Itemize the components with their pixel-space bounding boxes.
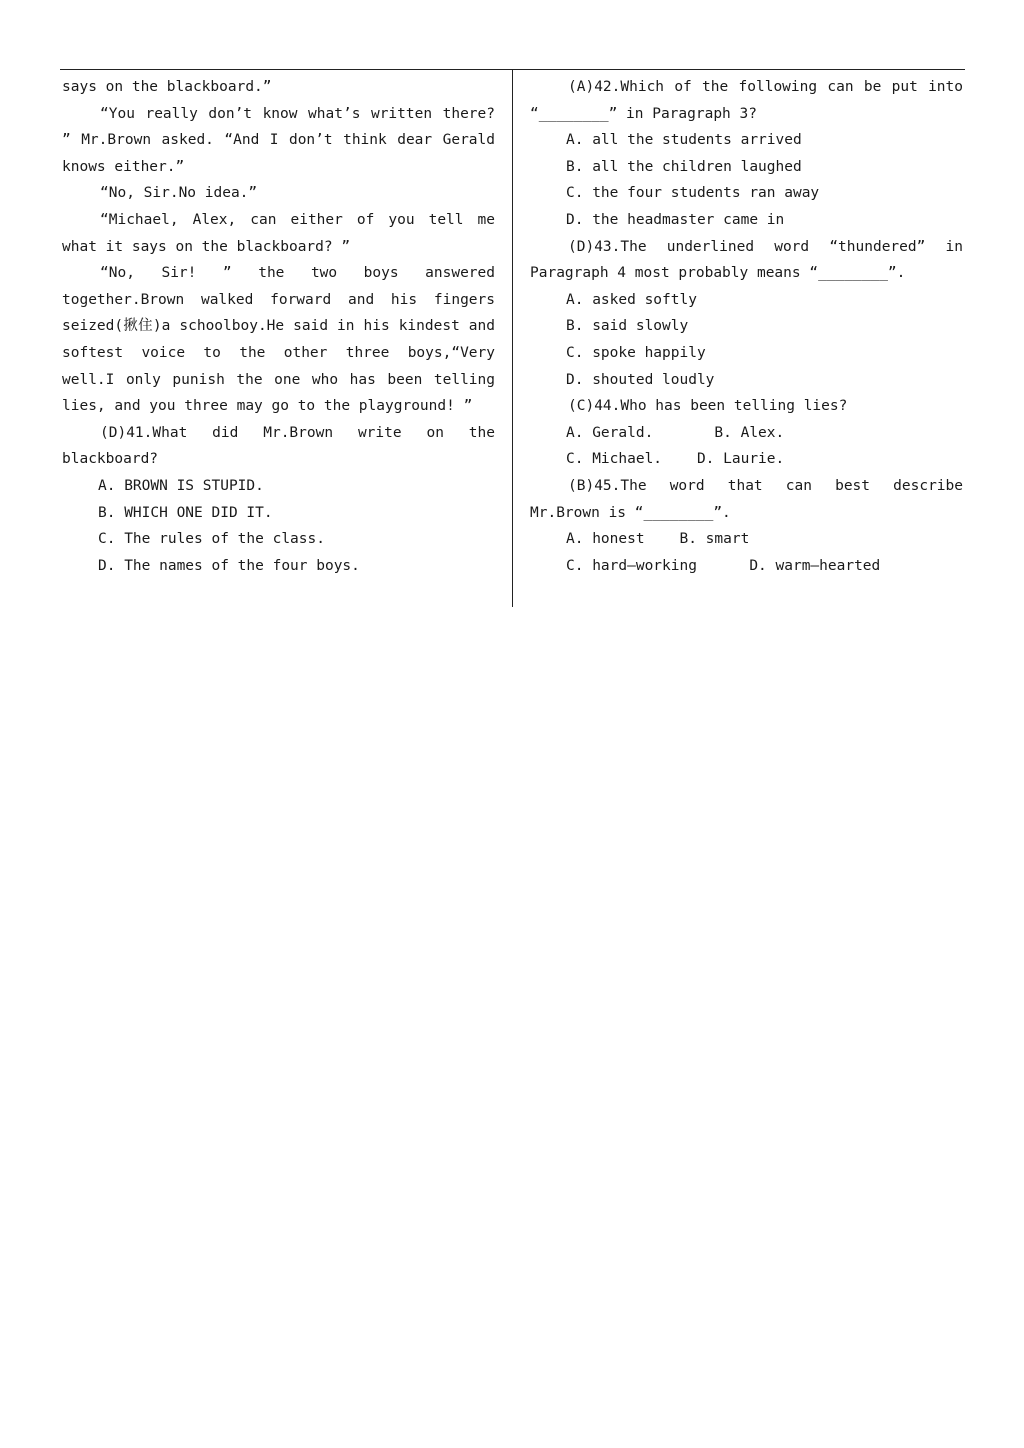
left-column bbox=[62, 74, 495, 579]
question-41-option-d: D. The names of the four boys. bbox=[98, 557, 360, 574]
question-45-options-ab: A. honest B. smart bbox=[566, 531, 750, 548]
question-42-option-b: B. all the children laughed bbox=[566, 158, 802, 175]
question-44-stem: (C)44.Who has been telling lies? bbox=[568, 398, 848, 415]
question-43-option-b: B. said slowly bbox=[566, 318, 689, 335]
question-42-option-d: D. the headmaster came in bbox=[566, 211, 785, 228]
question-42-stem: (A)42.Which of the following can be put into “________” in Paragraph 3? bbox=[530, 79, 963, 122]
passage-paragraph-3: “No, Sir.No idea.” bbox=[100, 185, 258, 202]
passage-paragraph-2: “You really don’t know what’s written there? ” Mr.Brown asked. “And I don’t think dear Gerald knows either.” bbox=[62, 105, 495, 175]
right-column bbox=[530, 74, 963, 579]
question-41-stem: (D)41.What did Mr.Brown write on the blackboard? bbox=[62, 424, 495, 468]
passage-paragraph-5: “No, Sir! ” the two boys answered together.Brown walked forward and his fingers seized(揪住)a schoolboy.He said in his kindest and softest voice to the other three boys,“Very well.I only punish the one who has been telling lies, and you three may go to the playground! ” bbox=[62, 265, 495, 415]
question-42-option-a: A. all the students arrived bbox=[566, 132, 802, 149]
question-43-option-d: D. shouted loudly bbox=[566, 371, 715, 388]
question-45-options-cd: C. hard—working D. warm—hearted bbox=[566, 557, 881, 574]
question-43-option-c: C. spoke happily bbox=[566, 344, 706, 361]
question-41-option-b: B. WHICH ONE DID IT. bbox=[98, 504, 273, 521]
question-44-options-cd: C. Michael. D. Laurie. bbox=[566, 451, 785, 468]
column-divider bbox=[512, 70, 513, 607]
question-42-option-c: C. the four students ran away bbox=[566, 185, 820, 202]
question-43-stem: (D)43.The underlined word “thundered” in Paragraph 4 most probably means “________”. bbox=[530, 238, 963, 282]
passage-paragraph-1: says on the blackboard.” bbox=[62, 79, 272, 95]
question-41-option-c: C. The rules of the class. bbox=[98, 531, 325, 548]
question-41-option-a: A. BROWN IS STUPID. bbox=[98, 477, 264, 494]
question-45-stem: (B)45.The word that can best describe Mr.Brown is “________”. bbox=[530, 477, 963, 521]
question-44-options-ab: A. Gerald. B. Alex. bbox=[566, 424, 785, 441]
passage-paragraph-4: “Michael, Alex, can either of you tell me what it says on the blackboard? ” bbox=[62, 211, 495, 255]
question-43-option-a: A. asked softly bbox=[566, 291, 697, 308]
